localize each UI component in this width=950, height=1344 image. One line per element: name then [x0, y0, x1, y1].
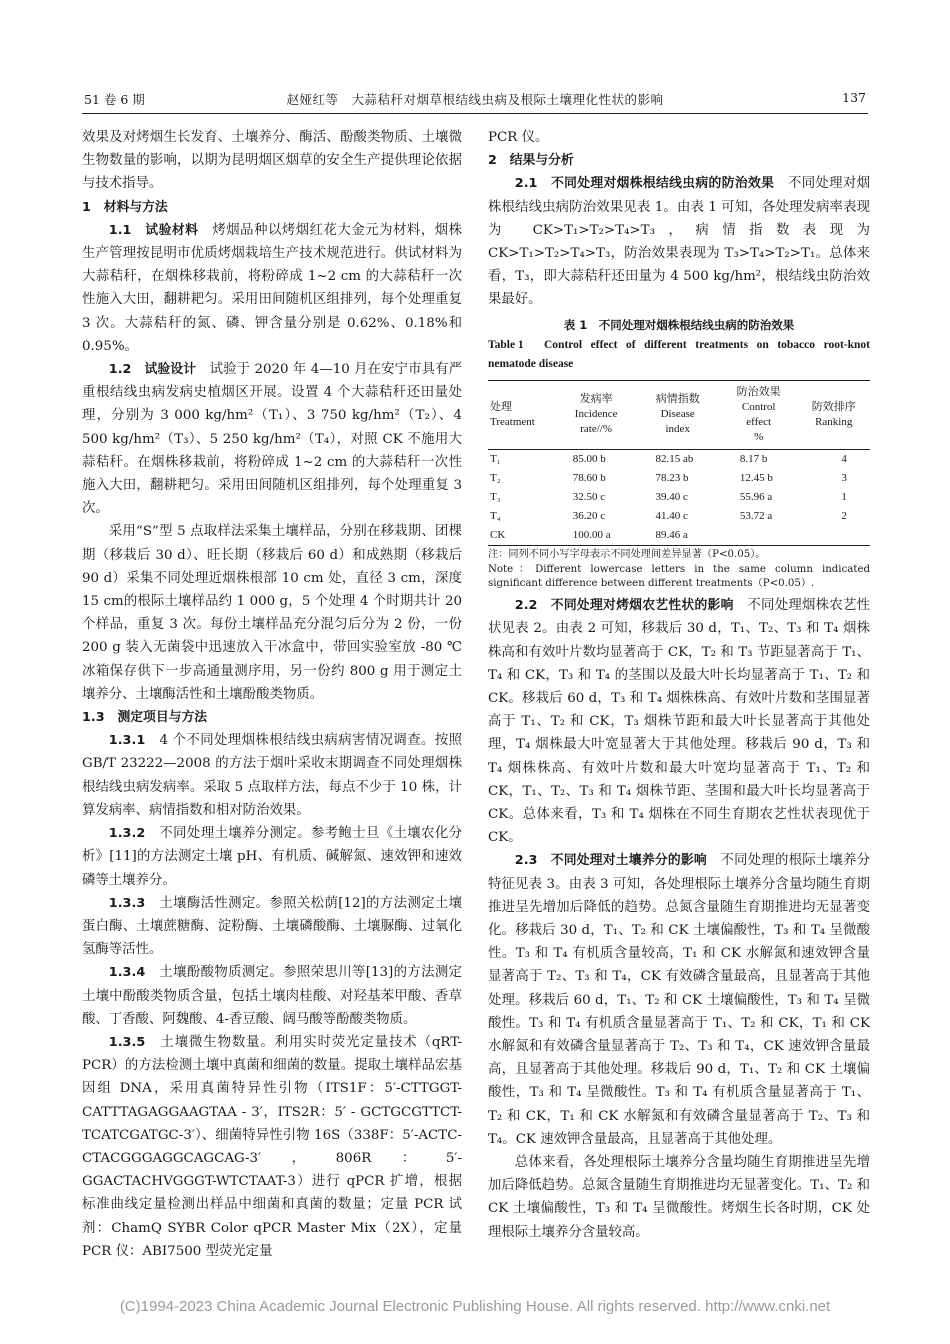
continuation-paragraph: PCR 仪。: [488, 130, 549, 145]
page-number: 137: [842, 90, 866, 105]
subheading-1-1: 1.1 试验材料: [108, 222, 199, 238]
table-cell: 78.23 b: [655, 471, 689, 484]
table-cell: CK: [488, 526, 557, 546]
results-table: [488, 380, 870, 546]
left-column: [82, 126, 462, 1263]
subheading-1-3: 1.3 测定项目与方法: [82, 710, 208, 726]
subheading-2-2: 2.2 不同处理对烤烟农艺性状的影响: [514, 598, 734, 614]
paragraph-1-1: 烤烟品种以烤烟红花大金元为材料，烟株生产管理按昆明市优质烤烟栽培生产技术规范进行。供试材料为大蒜秸秆，在烟株移栽前，将粉碎成 1~2 cm 的大蒜秸秆一次性施入大田，翻耕耙匀。采用田间随机区组排列，每个处理重复 3 次。大蒜秸秆的氮、磷、钾含量分别是 0.62%、0.18%和 0.95%。: [82, 222, 463, 354]
table-cell: T₂: [490, 471, 501, 484]
table-row: [488, 507, 870, 526]
paragraph-2-3: 不同处理的根际土壤养分特征见表 3。由表 3 可知，各处理根际土壤养分含量均随生育期推进呈先增加后降低的趋势。总氮含量随生育期推进均无显著变化。移栽后 30 d，T₁、T₂ 和 CK 土壤偏酸性，T₃ 和 T₄ 呈微酸性。T₃ 和 T₄ 有机质含量较高，T₁ 和 CK 水解氮和速效钾含量显著高于 T₂、T₃ 和 T₄，CK 有效磷含量最高，且显著高于其他处理。移栽后 60 d，T₁、T₂ 和 CK 土壤偏酸性，T₃ 和 T₄ 呈微酸性。T₃ 和 T₄ 有机质含量显著高于 T₁、T₂ 和 CK，T₁ 和 CK 水解氮和有效磷含量显著高于 T₂、T₃ 和 T₄，CK 速效钾含量最高，且显著高于其他处理。移栽后 90 d，T₁、T₂ 和 CK 土壤偏酸性，T₃ 和 T₄ 呈微酸性。T₃ 和 T₄ 有机质含量显著高于 T₁、T₂ 和 CK，T₁ 和 CK 水解氮和有效磷含量显著高于 T₂、T₃ 和 T₄。CK 速效钾含量最高，且显著高于其他处理。: [488, 853, 871, 1147]
paragraph-2-3b: 总体来看，各处理根际土壤养分含量均随生育期推进呈先增加后降低趋势。总氮含量随生育期推进均无显著变化。T₁、T₂ 和 CK 土壤偏酸性，T₃ 和 T₄ 呈微酸性。烤烟生长各时期，CK 处理根际土壤养分含量较高。: [488, 1155, 870, 1240]
table-cell: 3: [841, 471, 847, 484]
running-title: 赵娅红等 大蒜秸秆对烟草根结线虫病及根际土壤理化性状的影响: [286, 92, 664, 107]
table-body: [488, 449, 870, 545]
header-rule: [82, 113, 868, 114]
table-header-cell: 防效排序 Ranking: [797, 380, 870, 449]
table-cell: 41.40 c: [655, 509, 688, 522]
table-row: [488, 449, 870, 469]
table-caption-en-label: Table 1: [488, 338, 524, 351]
table-cell: 32.50 c: [572, 490, 606, 503]
paragraph-1-2b: 采用“S”型 5 点取样法采集土壤样品，分别在移栽期、团棵期（移栽后 30 d）、旺长期（移栽后 60 d）和成熟期（移栽后 90 d）采集不同处理近烟株根部 10 cm 处，直径 3 cm，深度 15 cm的根际土壤样品约 1 000 g，5 个处理 4 个时期共计 20 个样品，重复 3 次。每份土壤样品充分混匀后分为 2 份，一份 200 g 装入无菌袋中迅速放入干冰盒中，带回实验室放 -80 ℃冰箱保存供下一步高通量测序用，另一份约 800 g 用于测定土壤养分、土壤酶活性和土壤酚酸类物质。: [82, 524, 462, 702]
right-column: [488, 126, 870, 1244]
table-cell: 78.60 b: [572, 471, 606, 484]
subheading-1-3-1: 1.3.1: [108, 733, 146, 749]
paragraph-2-1: 不同处理对烟株根结线虫病防治效果见表 1。由表 1 可知，各处理发病率表现为 CK>T₁>T₂>T₄>T₃，病情指数表现为 CK>T₁>T₂>T₄>T₃，防治效果表现为 T₃>T₄>T₂>T₁。总体来看，T₃，即大蒜秸秆还田量为 4 500 kg/hm²，根结线虫防治效果最好。: [488, 176, 871, 308]
table-header-cell: 处理 Treatment: [488, 380, 557, 449]
table-note-en: Note：Different lowercase letters in the same column indicated significant difference between different treatments（P<0.05）.: [488, 564, 870, 589]
table-cell: 4: [841, 452, 847, 465]
subheading-1-2: 1.2 试验设计: [108, 362, 197, 378]
table-header-cell: 病情指数 Disease index: [636, 380, 720, 449]
table-row: [488, 469, 870, 488]
table-cell: 36.20 c: [572, 509, 606, 522]
paragraph-1-3-2: 不同处理土壤养分测定。参考鲍士旦《土壤农化分析》[11]的方法测定土壤 pH、有机质、碱解氮、速效钾和速效磷等土壤养分。: [82, 826, 463, 888]
table-cell: T₄: [490, 509, 501, 522]
subheading-1-3-4: 1.3.4: [108, 965, 146, 981]
subheading-2-3: 2.3 不同处理对土壤养分的影响: [514, 853, 707, 869]
paragraph-1-3-3: 土壤酶活性测定。参照关松荫[12]的方法测定土壤蛋白酶、土壤蔗糖酶、淀粉酶、土壤磷酸酶、土壤脲酶、过氧化氢酶等活性。: [82, 895, 462, 958]
paragraph-1-3-5: 土壤微生物数量。利用实时荧光定量技术（qRT-PCR）的方法检测土壤中真菌和细菌的数量。提取土壤样品宏基因组 DNA，采用真菌特异性引物（ITS1F：5′-CTTGGT-CATTTAGAGGAAGTAA - 3′，ITS2R：5′ - GCTGCGTTCT-TCATCGATGC-3′）、细菌特异性引物 16S（338F：5′-ACTC-CTACGGGAGGCAGCAG-3′，806R：5′-GGACTACHVGGGT-WTCTAAT-3）进行 qPCR 扩增，根据标准曲线定量检测出样品中细菌和真菌的数量；定量 PCR 试剂：ChamQ SYBR Color qPCR Master Mix（2X），定量 PCR 仪：ABI7500 型荧光定量: [82, 1034, 462, 1259]
paragraph-2-2: 不同处理烟株农艺性状见表 2。由表 2 可知，移栽后 30 d，T₁、T₂、T₃ 和 T₄ 烟株株高和有效叶片数均显著高于 CK，T₂ 和 T₃ 节距显著高于 T₁、T₄ 和 CK，T₃ 和 T₄ 的茎围以及最大叶长均显著高于 T₁、T₂ 和 CK。移栽后 60 d，T₃ 和 T₄ 烟株株高、有效叶片数和茎围显著高于 T₁、T₂ 和 CK，T₃ 烟株节距和最大叶长显著高于其他处理，T₄ 烟株最大叶宽显著大于其他处理。移栽后 90 d，T₃ 和 T₄ 烟株株高、有效叶片数和最大叶宽均显著高于 T₁、T₂ 和 CK，T₁、T₂、T₃ 和 T₄ 烟株节距、茎围和最大叶长均显著高于 CK。总体来看，T₃ 和 T₄ 烟株在不同生育期农艺性状表现优于 CK。: [488, 598, 871, 846]
table-cell: [797, 526, 870, 546]
table-cell: 55.96 a: [739, 490, 773, 503]
table-caption-cn: 表 1 不同处理对烟株根结线虫病的防治效果: [563, 317, 795, 332]
table-header-row: [488, 380, 870, 449]
table-caption-en-text: Control effect of different treatments on tobacco root-knot nematode disease: [488, 338, 870, 370]
subheading-1-3-3: 1.3.3: [108, 895, 146, 911]
subheading-1-3-5: 1.3.5: [108, 1034, 146, 1050]
journal-volume: 51 卷 6 期: [84, 92, 145, 107]
paragraph-1-2: 试验于 2020 年 4—10 月在安宁市具有严重根结线虫病发病史植烟区开展。设置 4 个大蒜秸秆还田量处理，分别为 3 000 kg/hm²（T₁）、3 750 kg/hm²（T₂）、4 500 kg/hm²（T₃）、5 250 kg/hm²（T₄），对照 CK 不施用大蒜秸秆。在烟株移栽前，将粉碎成 1~2 cm 的大蒜秸秆一次性施入大田，翻耕耙匀。采用田间随机区组排列，每个处理重复 3 次。: [82, 362, 462, 517]
table-cell: 85.00 b: [572, 452, 606, 465]
table-cell: 89.46 a: [636, 526, 720, 546]
copyright-footer: (C)1994-2023 China Academic Journal Electronic Publishing House. All rights reserved. http://www.cnki.net: [119, 1298, 831, 1315]
intro-paragraph: 效果及对烤烟生长发育、土壤养分、酶活、酚酸类物质、土壤微生物数量的影响，以期为昆明烟区烟草的安全生产提供理论依据与技术指导。: [82, 130, 462, 192]
table-cell: 100.00 a: [557, 526, 636, 546]
table-note-cn: 注：同列不同小写字母表示不同处理间差异显著（P<0.05）。: [488, 548, 766, 560]
table-cell: 8.17 b: [739, 452, 768, 465]
table-cell: 39.40 c: [655, 490, 688, 503]
table-cell: T₁: [490, 452, 501, 465]
table-cell: 82.15 ab: [655, 452, 694, 465]
section-heading-2: 2 结果与分析: [488, 153, 574, 169]
table-row: [488, 526, 870, 546]
paragraph-1-3-4: 土壤酚酸物质测定。参照荣思川等[13]的方法测定土壤中酚酸类物质含量，包括土壤肉桂酸、对羟基苯甲酸、香草酸、丁香酸、阿魏酸、4-香豆酸、阔马酸等酚酸类物质。: [82, 965, 462, 1027]
table-row: [488, 488, 870, 507]
subheading-2-1: 2.1 不同处理对烟株根结线虫病的防治效果: [514, 176, 775, 192]
table-cell: 1: [841, 490, 847, 503]
section-heading-1: 1 材料与方法: [82, 199, 168, 215]
table-header-cell: 发病率 Incidence rate//%: [557, 380, 636, 449]
table-header-cell: 防治效果 Control effect %: [720, 380, 798, 449]
table-cell: 2: [841, 509, 847, 522]
table-caption-en: [488, 336, 870, 374]
table-cell: T₃: [490, 490, 501, 503]
table-cell: 53.72 a: [739, 509, 773, 522]
table-cell: [720, 526, 798, 546]
subheading-1-3-2: 1.3.2: [108, 826, 146, 842]
paragraph-1-3-1: 4 个不同处理烟株根结线虫病病害情况调查。按照 GB/T 23222—2008 的方法于烟叶采收末期调查不同处理烟株根结线虫病发病率。采取 5 点取样方法，每点不少于 10 株，计算发病率、病情指数和相对防治效果。: [82, 733, 463, 818]
table-cell: 12.45 b: [739, 471, 773, 484]
